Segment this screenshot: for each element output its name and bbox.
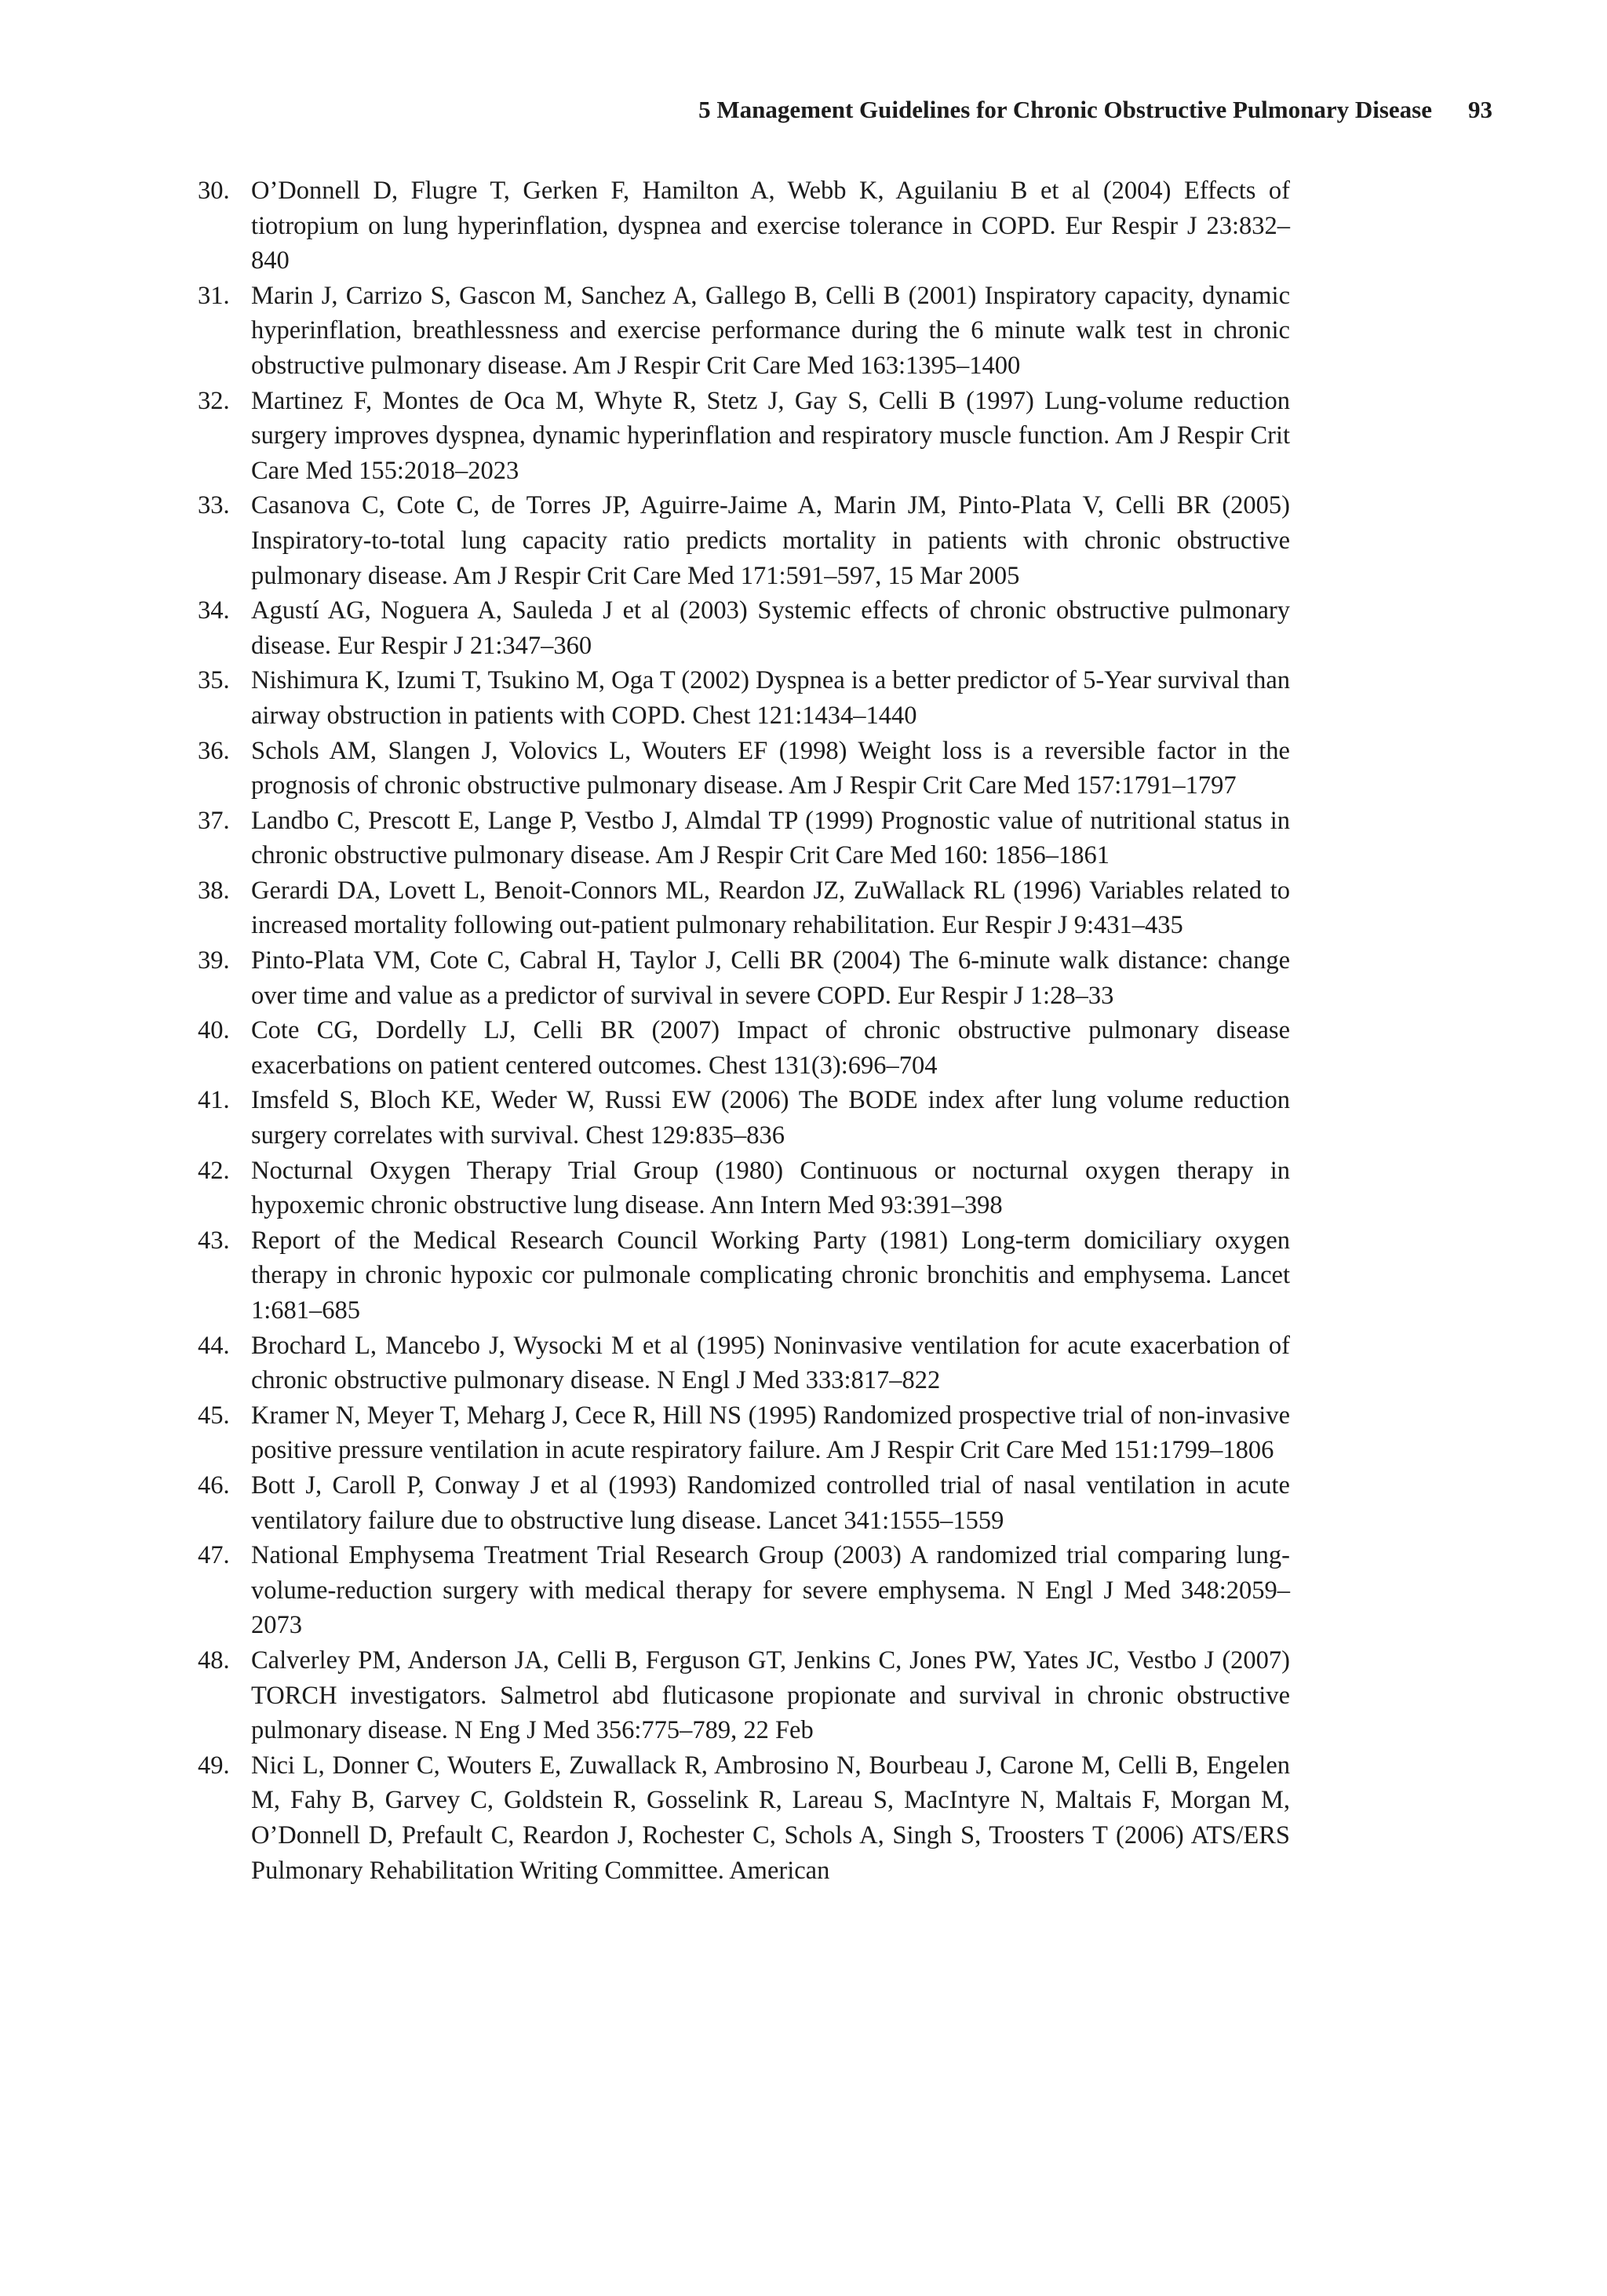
page-number: 93 — [1468, 96, 1492, 123]
reference-text: Bott J, Caroll P, Conway J et al (1993) Randomized controlled trial of nasal ventilation in acute ventilatory failure due to obstructive lung disease. Lancet 341:1555–1559 — [251, 1471, 1290, 1535]
reference-item — [198, 734, 1290, 804]
reference-text: Nocturnal Oxygen Therapy Trial Group (1980) Continuous or nocturnal oxygen therapy in hypoxemic chronic obstructive lung disease. Ann Intern Med 93:391–398 — [251, 1156, 1290, 1220]
reference-number: 45. — [198, 1401, 230, 1430]
reference-text: Schols AM, Slangen J, Volovics L, Wouters EF (1998) Weight loss is a reversible factor in the prognosis of chronic obstructive pulmonary disease. Am J Respir Crit Care Med 157:1791–1797 — [251, 736, 1290, 800]
reference-item — [198, 1538, 1290, 1643]
reference-number: 37. — [198, 806, 230, 835]
reference-text: Imsfeld S, Bloch KE, Weder W, Russi EW (2006) The BODE index after lung volume reduction surgery correlates with survival. Chest 129:835–836 — [251, 1086, 1290, 1150]
reference-item — [198, 593, 1290, 663]
reference-item — [198, 663, 1290, 733]
reference-item — [198, 1153, 1290, 1223]
reference-text: Agustí AG, Noguera A, Sauleda J et al (2003) Systemic effects of chronic obstructive pulmonary disease. Eur Respir J 21:347–360 — [251, 596, 1290, 660]
reference-list — [198, 173, 1290, 1888]
reference-item — [198, 873, 1290, 943]
reference-text: Report of the Medical Research Council Working Party (1981) Long-term domiciliary oxygen therapy in chronic hypoxic cor pulmonale complicating chronic bronchitis and emphysema. Lancet 1:681–685 — [251, 1226, 1290, 1325]
reference-number: 35. — [198, 666, 230, 695]
reference-item — [198, 1013, 1290, 1083]
reference-number: 41. — [198, 1086, 230, 1115]
reference-text: Casanova C, Cote C, de Torres JP, Aguirre-Jaime A, Marin JM, Pinto-Plata V, Celli BR (2005) Inspiratory-to-total lung capacity ratio predicts mortality in patients with chronic obstructive pulmonary disease. Am J Respir Crit Care Med 171:591–597, 15 Mar 2005 — [251, 491, 1290, 590]
reference-text: Calverley PM, Anderson JA, Celli B, Ferguson GT, Jenkins C, Jones PW, Yates JC, Vestbo J (2007) TORCH investigators. Salmetrol abd fluticasone propionate and survival in chronic obstructive pulmonary disease. N Eng J Med 356:775–789, 22 Feb — [251, 1645, 1290, 1745]
reference-number: 42. — [198, 1156, 230, 1185]
reference-text: National Emphysema Treatment Trial Research Group (2003) A randomized trial comparing lung-volume-reduction surgery with medical therapy for severe emphysema. N Engl J Med 348:2059–2073 — [251, 1541, 1290, 1640]
reference-item — [198, 1083, 1290, 1153]
reference-item — [198, 1468, 1290, 1538]
reference-number: 30. — [198, 177, 230, 205]
reference-text: Landbo C, Prescott E, Lange P, Vestbo J, Almdal TP (1999) Prognostic value of nutritional status in chronic obstructive pulmonary disease. Am J Respir Crit Care Med 160: 1856–1861 — [251, 806, 1290, 870]
reference-number: 46. — [198, 1471, 230, 1500]
reference-item — [198, 804, 1290, 873]
reference-number: 32. — [198, 386, 230, 415]
reference-number: 40. — [198, 1016, 230, 1045]
reference-text: Brochard L, Mancebo J, Wysocki M et al (1995) Noninvasive ventilation for acute exacerbation of chronic obstructive pulmonary disease. N Engl J Med 333:817–822 — [251, 1331, 1290, 1395]
reference-text: Nici L, Donner C, Wouters E, Zuwallack R, Ambrosino N, Bourbeau J, Carone M, Celli B, Engelen M, Fahy B, Garvey C, Goldstein R, Gosselink R, Lareau S, MacIntyre N, Maltais F, Morgan M, O’Donnell D, Prefault C, Reardon J, Rochester C, Schols A, Singh S, Troosters T (2006) ATS/ERS Pulmonary Rehabilitation Writing Committee. American — [251, 1751, 1290, 1885]
reference-text: Martinez F, Montes de Oca M, Whyte R, Stetz J, Gay S, Celli B (1997) Lung-volume reduction surgery improves dyspnea, dynamic hyperinflation and respiratory muscle function. Am J Respir Crit Care Med 155:2018–2023 — [251, 386, 1290, 485]
reference-text: Cote CG, Dordelly LJ, Celli BR (2007) Impact of chronic obstructive pulmonary disease exacerbations on patient centered outcomes. Chest 131(3):696–704 — [251, 1016, 1290, 1080]
reference-text: Kramer N, Meyer T, Meharg J, Cece R, Hill NS (1995) Randomized prospective trial of non-invasive positive pressure ventilation in acute respiratory failure. Am J Respir Crit Care Med 151:1799–1806 — [251, 1401, 1290, 1465]
reference-item — [198, 279, 1290, 384]
chapter-title: 5 Management Guidelines for Chronic Obstructive Pulmonary Disease — [698, 96, 1432, 123]
reference-text: Marin J, Carrizo S, Gascon M, Sanchez A, Gallego B, Celli B (2001) Inspiratory capacity, dynamic hyperinflation, breathlessness and exercise performance during the 6 minute walk test in chronic obstructive pulmonary disease. Am J Respir Crit Care Med 163:1395–1400 — [251, 281, 1290, 380]
reference-item — [198, 488, 1290, 593]
reference-text: O’Donnell D, Flugre T, Gerken F, Hamilton A, Webb K, Aguilaniu B et al (2004) Effects of tiotropium on lung hyperinflation, dyspnea and exercise tolerance in COPD. Eur Respir J 23:832–840 — [251, 177, 1290, 275]
reference-number: 31. — [198, 281, 230, 310]
reference-number: 44. — [198, 1331, 230, 1360]
reference-number: 43. — [198, 1226, 230, 1255]
running-head — [0, 94, 1492, 126]
reference-number: 49. — [198, 1751, 230, 1780]
reference-text: Nishimura K, Izumi T, Tsukino M, Oga T (2002) Dyspnea is a better predictor of 5-Year survival than airway obstruction in patients with COPD. Chest 121:1434–1440 — [251, 666, 1290, 730]
reference-item — [198, 1748, 1290, 1888]
reference-item — [198, 173, 1290, 279]
reference-item — [198, 384, 1290, 489]
reference-number: 38. — [198, 876, 230, 905]
reference-number: 34. — [198, 596, 230, 625]
reference-item — [198, 1398, 1290, 1468]
reference-text: Pinto-Plata VM, Cote C, Cabral H, Taylor J, Celli BR (2004) The 6-minute walk distance: change over time and value as a predictor of survival in severe COPD. Eur Respir J 1:28–33 — [251, 946, 1290, 1010]
reference-number: 39. — [198, 946, 230, 975]
reference-item — [198, 1223, 1290, 1328]
reference-item — [198, 1328, 1290, 1398]
reference-number: 33. — [198, 491, 230, 520]
reference-number: 47. — [198, 1541, 230, 1570]
reference-text: Gerardi DA, Lovett L, Benoit-Connors ML, Reardon JZ, ZuWallack RL (1996) Variables related to increased mortality following out-patient pulmonary rehabilitation. Eur Respir J 9:431–435 — [251, 876, 1290, 940]
reference-number: 48. — [198, 1645, 230, 1675]
reference-item — [198, 1643, 1290, 1748]
reference-item — [198, 943, 1290, 1013]
reference-number: 36. — [198, 736, 230, 765]
